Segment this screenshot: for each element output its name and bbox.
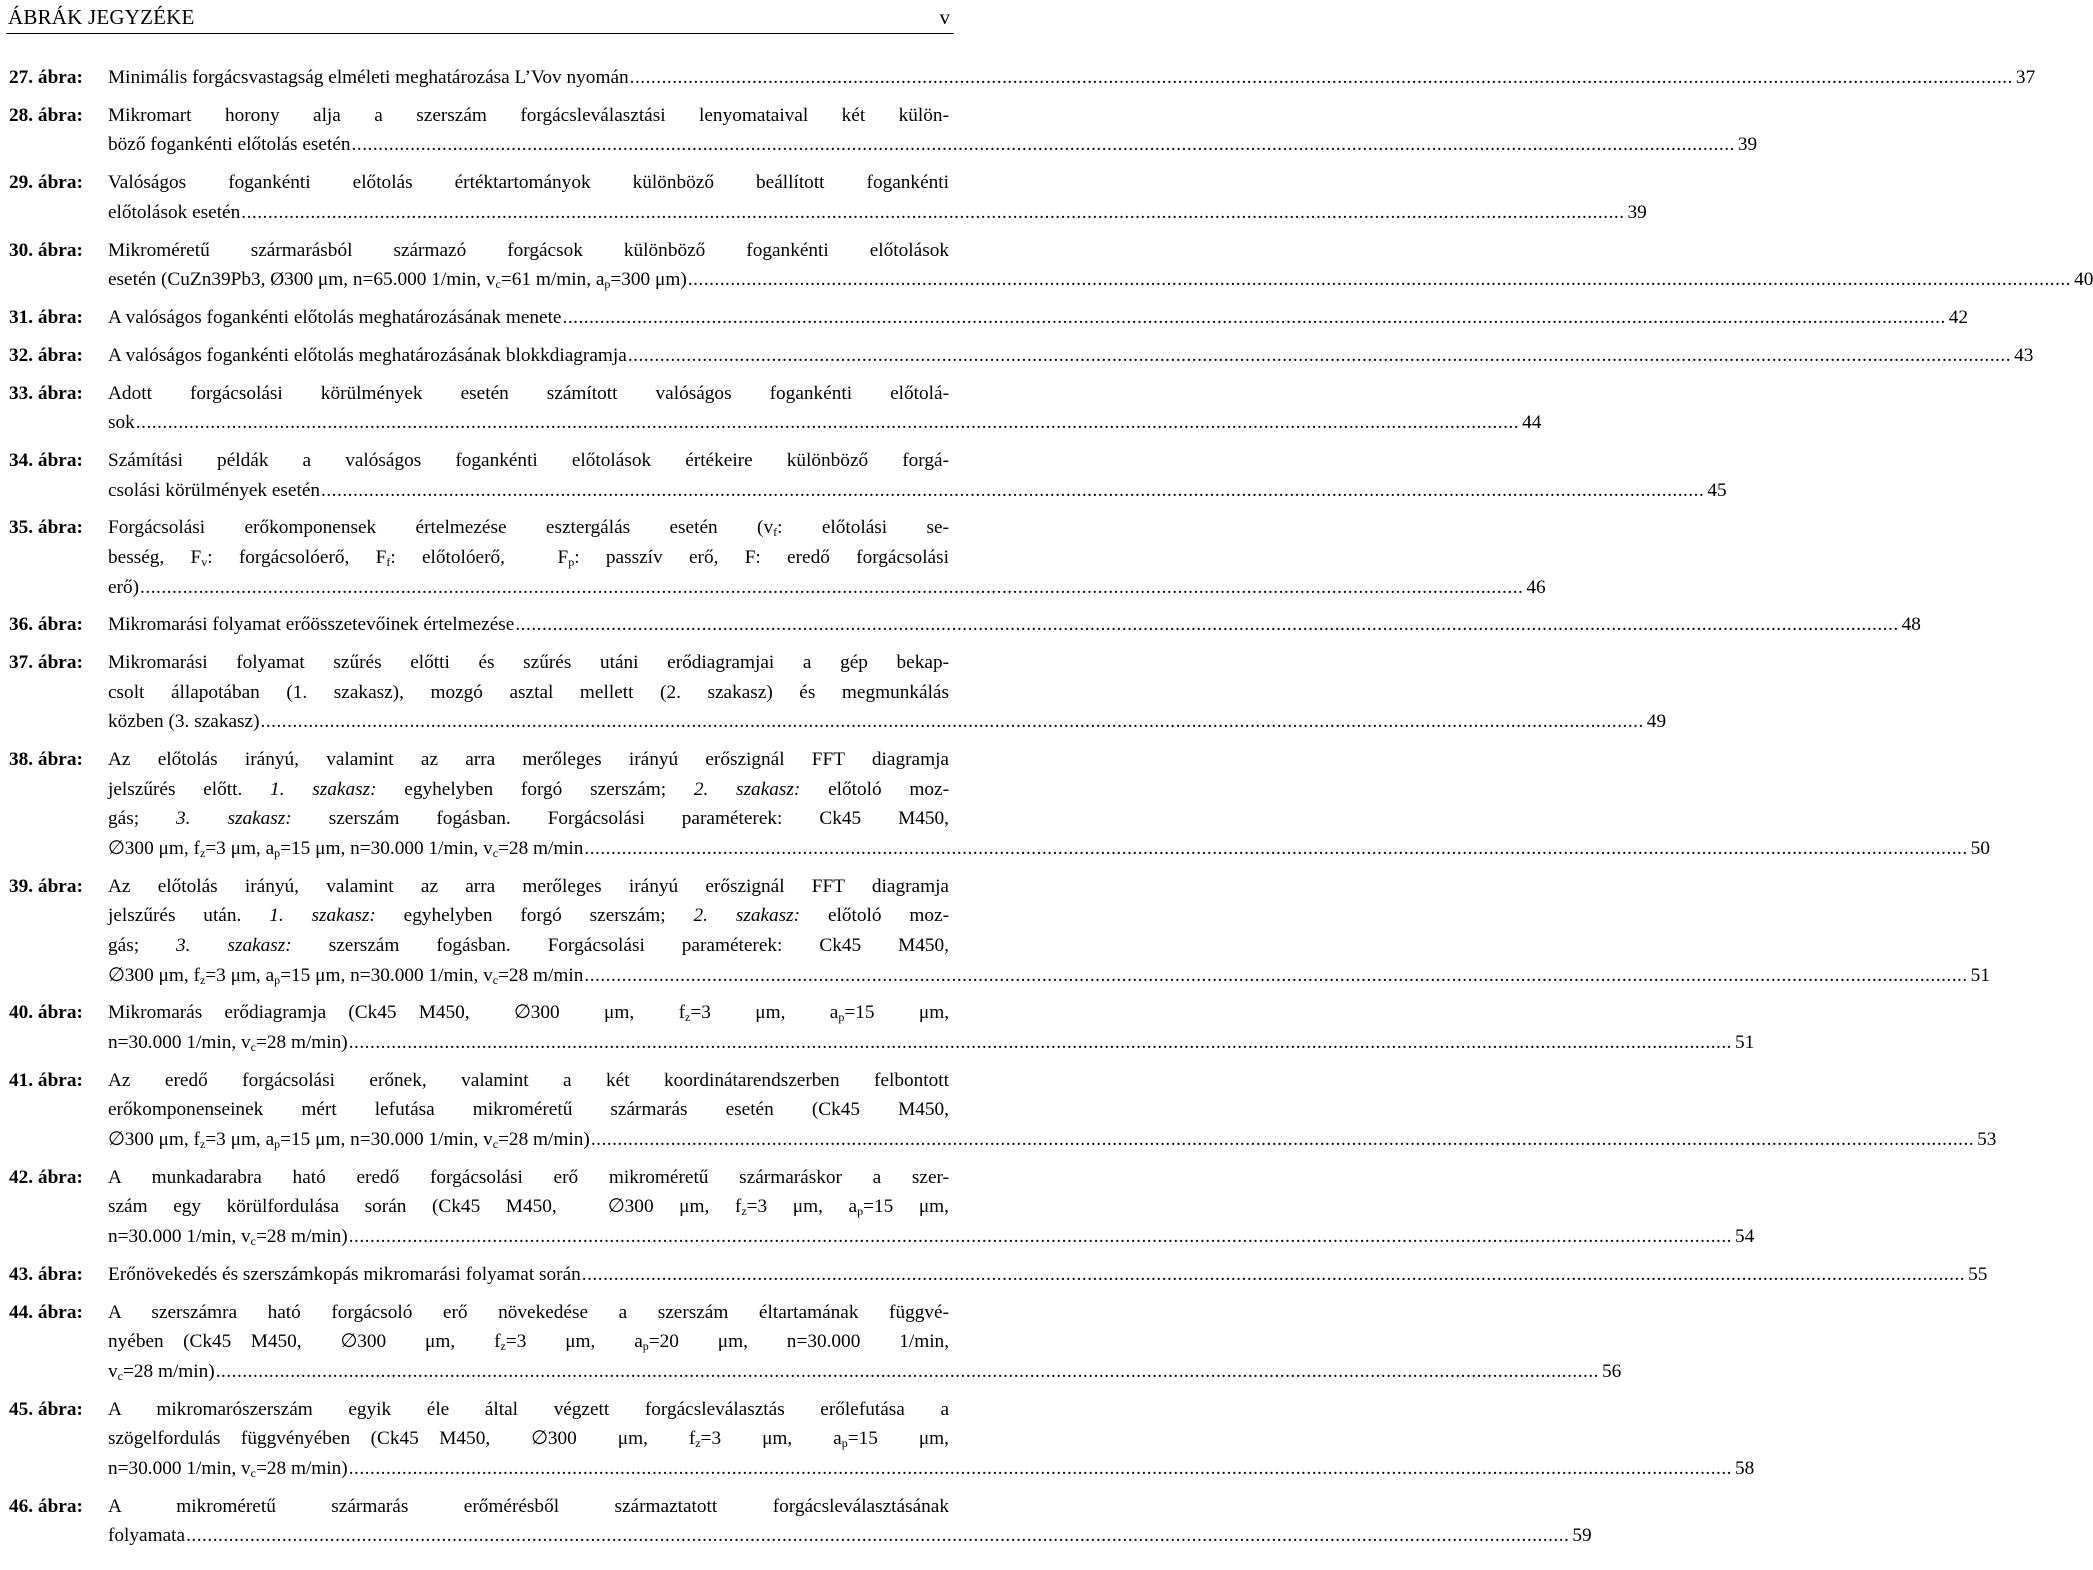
figure-caption-text — [108, 961, 1990, 991]
page-ref-link[interactable]: 45 — [1707, 479, 1727, 501]
toc-entry-line — [9, 1424, 949, 1454]
dot-leader: .................................................................................................................................................................................................................................................................... — [241, 201, 1625, 223]
page-ref-link[interactable]: 59 — [1572, 1525, 1592, 1547]
figure-label: 44. ábra: — [9, 1301, 83, 1323]
figure-caption-text: Valóságos fogankénti előtolás értéktartományok különböző beállított fogankénti — [108, 172, 949, 194]
toc-entry-line — [9, 931, 949, 961]
page-ref-link[interactable]: 49 — [1646, 711, 1667, 733]
dot-leader: .................................................................................................................................................................................................................................................................... — [348, 1225, 1732, 1247]
figure-label: 32. ábra: — [9, 344, 83, 366]
toc-entry-line — [9, 1357, 1622, 1387]
figure-label: 42. ábra: — [9, 1166, 83, 1188]
figure-label: 27. ábra: — [9, 67, 83, 88]
figure-caption-text: jelszűrés előtt. 1. szakasz: egyhelyben forgó szerszám; 2. szakasz: előtoló moz- — [108, 778, 949, 800]
caption-fragment: közben (3. szakasz) — [108, 711, 260, 733]
caption-fragment: $v_c=28$ m/min) — [108, 1360, 215, 1383]
caption-fragment: ∅300 μm, $f_z=3$ μm, $a_p=15$ μm, n=30.000 1/min, $v_c=28$ m/min — [108, 964, 584, 987]
toc-entry-line — [9, 341, 2034, 371]
page-ref-link[interactable]: 50 — [1970, 837, 1990, 859]
toc-entry-line — [9, 1521, 1592, 1551]
dot-leader: .................................................................................................................................................................................................................................................................... — [629, 67, 2013, 88]
toc-entry-line — [9, 1028, 1755, 1058]
figure-caption-text: Mikromarási folyamat szűrés előtti és szűrés utáni erődiagramjai a gép bekap- — [108, 652, 949, 674]
caption-fragment: n=30.000 1/min, $v_c=28$ m/min) — [108, 1457, 348, 1480]
page-ref-link[interactable]: 51 — [1735, 1031, 1755, 1053]
figure-label: 30. ábra: — [9, 239, 83, 261]
figure-label: 34. ábra: — [9, 450, 83, 471]
figure-caption-text — [108, 1521, 1592, 1551]
toc-entry-line — [9, 1192, 949, 1222]
toc-entry-line — [9, 513, 949, 543]
page-ref-link[interactable]: 40 — [2074, 269, 2093, 291]
figure-label: 31. ábra: — [9, 307, 83, 328]
toc-entry-line — [9, 745, 949, 775]
toc-entry-line — [9, 1298, 949, 1328]
toc-entry-line — [9, 543, 949, 573]
figure-caption-text: Az előtolás irányú, valamint az arra merőleges irányú erőszignál FFT diagramja — [108, 749, 949, 771]
figure-caption-text — [108, 1454, 1755, 1484]
figure-caption-text — [108, 198, 1647, 228]
figure-caption-text — [108, 834, 1990, 864]
toc-entry-line — [9, 1222, 1755, 1252]
dot-leader: .................................................................................................................................................................................................................................................................... — [348, 1031, 1732, 1053]
figure-caption-text: A mikroméretű szármarás erőmérésből származtatott forgácsleválasztásának — [108, 1495, 949, 1517]
figure-caption-text: Számítási példák a valóságos fogankénti előtolások értékeire különböző forgá- — [108, 450, 949, 471]
figure-caption-text: gás; 3. szakasz: szerszám fogásban. Forgácsolási paraméterek: Ck45 M450, — [108, 934, 949, 956]
dot-leader: .................................................................................................................................................................................................................................................................... — [584, 964, 1968, 986]
caption-fragment: csolási körülmények esetén — [108, 479, 321, 501]
page-number: v — [939, 5, 950, 29]
figure-caption-text: A szerszámra ható forgácsoló erő növekedése a szerszám éltartamának függvé- — [108, 1301, 949, 1323]
page-title: ÁBRÁK JEGYZÉKE — [8, 5, 195, 29]
dot-leader: .................................................................................................................................................................................................................................................................... — [515, 614, 1899, 636]
figure-caption-text — [108, 1222, 1755, 1252]
dot-leader: .................................................................................................................................................................................................................................................................... — [581, 1263, 1966, 1285]
figure-label: 36. ábra: — [9, 614, 83, 636]
dot-leader: .................................................................................................................................................................................................................................................................... — [351, 134, 1735, 156]
figure-label: 41. ábra: — [9, 1069, 83, 1091]
figure-label: 29. ábra: — [9, 172, 83, 194]
figure-caption-text: A munkadarabra ható eredő forgácsolási erő mikroméretű szármaráskor a szer- — [108, 1166, 949, 1188]
figure-caption-text — [108, 573, 1546, 603]
toc-entry-line — [9, 804, 949, 834]
figure-caption-text: Adott forgácsolási körülmények esetén számított valóságos fogankénti előtolá- — [108, 382, 949, 404]
page-ref-link[interactable]: 42 — [1948, 307, 1969, 328]
toc-entry-line — [9, 101, 949, 131]
toc-entry-line — [9, 1095, 949, 1125]
toc-entry-line — [9, 901, 949, 931]
caption-fragment: A valóságos fogankénti előtolás meghatározásának blokkdiagramja — [108, 344, 627, 366]
caption-fragment: n=30.000 1/min, $v_c=28$ m/min) — [108, 1031, 348, 1054]
figure-caption-text — [108, 265, 2093, 295]
figure-caption-text: Mikromart horony alja a szerszám forgácsleválasztási lenyomataival két külön- — [108, 104, 949, 126]
figure-caption-text: gás; 3. szakasz: szerszám fogásban. Forgácsolási paraméterek: Ck45 M450, — [108, 808, 949, 830]
dot-leader: .................................................................................................................................................................................................................................................................... — [186, 1525, 1570, 1547]
toc-entry-line — [9, 265, 2093, 295]
dot-leader: .................................................................................................................................................................................................................................................................... — [562, 307, 1946, 328]
toc-entry-line — [9, 1327, 949, 1357]
figure-caption-text — [108, 303, 1969, 333]
figure-caption-text — [108, 707, 1667, 737]
dot-leader: .................................................................................................................................................................................................................................................................... — [687, 269, 2072, 291]
figure-caption-text — [108, 1260, 1988, 1290]
dot-leader: .................................................................................................................................................................................................................................................................... — [135, 412, 1520, 434]
figure-label: 33. ábra: — [9, 382, 83, 404]
caption-fragment: Minimális forgácsvastagság elméleti meghatározása L’Vov nyomán — [108, 67, 629, 88]
toc-entry-line — [9, 130, 1758, 160]
caption-fragment: erő) — [108, 576, 140, 598]
toc-entry-line — [9, 1395, 949, 1425]
dot-leader: .................................................................................................................................................................................................................................................................... — [260, 711, 1644, 733]
dot-leader: .................................................................................................................................................................................................................................................................... — [584, 837, 1968, 859]
page-ref-link[interactable]: 44 — [1522, 412, 1542, 434]
figure-caption-text: Az eredő forgácsolási erőnek, valamint a két koordinátarendszerben felbontott — [108, 1069, 949, 1091]
toc-entry-line — [9, 408, 1542, 438]
page-ref-link[interactable]: 55 — [1968, 1263, 1988, 1285]
toc-entry-line — [9, 678, 949, 708]
dot-leader: .................................................................................................................................................................................................................................................................... — [348, 1457, 1732, 1479]
toc-entry-line — [9, 872, 949, 902]
page-ref-link[interactable]: 39 — [1627, 201, 1647, 223]
figure-caption-text — [108, 476, 1727, 506]
figure-caption-text: A mikromarószerszám egyik éle által végzett forgácsleválasztás erőlefutása a — [108, 1398, 949, 1420]
figure-caption-text: Forgácsolási erőkomponensek értelmezése esztergálás esetén ($v_f$: előtolási se- — [108, 517, 949, 540]
page-ref-link[interactable]: 37 — [2015, 67, 2036, 88]
toc-entry-line — [9, 775, 949, 805]
toc-entry-line — [9, 236, 949, 266]
page-ref-link[interactable]: 58 — [1735, 1457, 1755, 1479]
page-ref-link[interactable]: 48 — [1901, 614, 1921, 636]
toc-entry-line — [9, 303, 1969, 333]
dot-leader: .................................................................................................................................................................................................................................................................... — [215, 1360, 1599, 1382]
caption-fragment: esetén (CuZn39Pb3, Ø300 μm, n=65.000 1/min, $v_c=61$ m/min, $a_p=300$ μm) — [108, 269, 687, 292]
caption-fragment: ∅300 μm, $f_z=3$ μm, $a_p=15$ μm, n=30.000 1/min, $v_c=28$ m/min — [108, 837, 584, 860]
toc-entry-line — [9, 610, 1921, 640]
toc-entry-line — [9, 168, 949, 198]
caption-fragment: ∅300 μm, $f_z=3$ μm, $a_p=15$ μm, n=30.000 1/min, $v_c=28$ m/min) — [108, 1128, 590, 1151]
figure-caption-text — [108, 610, 1921, 640]
dot-leader: .................................................................................................................................................................................................................................................................... — [140, 576, 1524, 598]
figure-label: 46. ábra: — [9, 1495, 83, 1517]
figure-label: 38. ábra: — [9, 749, 83, 771]
toc-entry-line — [9, 1125, 1997, 1155]
toc-entry-line — [9, 707, 1667, 737]
toc-entry-line — [9, 198, 1647, 228]
page-ref-link[interactable]: 53 — [1977, 1128, 1997, 1150]
figure-caption-text — [108, 1028, 1755, 1058]
figure-caption-text: csolt állapotában (1. szakasz), mozgó asztal mellett (2. szakasz) és megmunkálás — [108, 681, 949, 703]
toc-entry-line — [9, 1163, 949, 1193]
page-ref-link[interactable]: 39 — [1737, 134, 1758, 156]
toc-entry-line — [9, 961, 1990, 991]
page-ref-link[interactable]: 46 — [1526, 576, 1546, 598]
figure-caption-text: jelszűrés után. 1. szakasz: egyhelyben forgó szerszám; 2. szakasz: előtoló moz- — [108, 905, 949, 927]
page-ref-link[interactable]: 51 — [1970, 964, 1990, 986]
page-ref-link[interactable]: 56 — [1602, 1360, 1622, 1382]
figure-caption-text: Az előtolás irányú, valamint az arra merőleges irányú erőszignál FFT diagramja — [108, 875, 949, 897]
figure-caption-text — [108, 1125, 1997, 1155]
figure-label: 37. ábra: — [9, 652, 83, 674]
figure-caption-text — [108, 1357, 1622, 1387]
figure-caption-text: szám egy körülfordulása során (Ck45 M450, ∅300 μm, $f_z=3$ μm, $a_p=15$ μm, — [108, 1196, 949, 1219]
figure-label: 28. ábra: — [9, 104, 83, 126]
figure-label: 40. ábra: — [9, 1002, 83, 1024]
toc-entry-line — [9, 1454, 1755, 1484]
caption-fragment: Erőnövekedés és szerszámkopás mikromarási folyamat során — [108, 1263, 581, 1285]
toc-entry-line — [9, 476, 1727, 506]
figure-caption-text — [108, 408, 1542, 438]
caption-fragment: folyamata — [108, 1525, 186, 1547]
figure-caption-text — [108, 341, 2034, 371]
figure-caption-text: erőkomponenseinek mért lefutása mikroméretű szármarás esetén (Ck45 M450, — [108, 1099, 949, 1121]
figure-caption-text — [108, 130, 1758, 160]
toc-entry-line — [9, 1066, 949, 1096]
caption-fragment: A valóságos fogankénti előtolás meghatározásának menete — [108, 307, 562, 328]
toc-entry-line — [9, 998, 949, 1028]
toc-entry-line — [9, 834, 1990, 864]
figure-label: 45. ábra: — [9, 1398, 83, 1420]
figure-caption-text: Mikroméretű szármarásból származó forgácsok különböző fogankénti előtolások — [108, 239, 949, 261]
figure-label: 43. ábra: — [9, 1263, 83, 1285]
figure-caption-text: szögelfordulás függvényében (Ck45 M450, ∅300 μm, $f_z=3$ μm, $a_p=15$ μm, — [108, 1428, 950, 1451]
dot-leader: .................................................................................................................................................................................................................................................................... — [590, 1128, 1975, 1150]
page-header — [6, 0, 954, 34]
figure-caption-text: nyében (Ck45 M450, ∅300 μm, $f_z=3$ μm, $a_p=20$ μm, n=30.000 1/min, — [108, 1331, 950, 1354]
toc-entry-line — [9, 63, 2036, 93]
dot-leader: .................................................................................................................................................................................................................................................................... — [627, 344, 2012, 366]
caption-fragment: Mikromarási folyamat erőösszetevőinek értelmezése — [108, 614, 515, 636]
page-ref-link[interactable]: 43 — [2014, 344, 2034, 366]
toc-entry-line — [9, 1492, 949, 1522]
toc-entry-line — [9, 1260, 1988, 1290]
dot-leader: .................................................................................................................................................................................................................................................................... — [321, 479, 1705, 501]
toc-entry-line — [9, 446, 949, 476]
caption-fragment: előtolások esetén — [108, 201, 241, 223]
figure-caption-text — [108, 63, 2036, 93]
figure-label: 35. ábra: — [9, 517, 83, 539]
figure-label: 39. ábra: — [9, 875, 83, 897]
toc-entry-line — [9, 573, 1546, 603]
caption-fragment: n=30.000 1/min, $v_c=28$ m/min) — [108, 1225, 348, 1248]
toc-entry-line — [9, 379, 949, 409]
figure-caption-text: besség, $F_v$: forgácsolóerő, $F_f$: előtolóerő, $F_p$: passzív erő, F: eredő forgácsolási — [108, 546, 949, 569]
caption-fragment: böző fogankénti előtolás esetén — [108, 134, 351, 156]
figure-caption-text: Mikromarás erődiagramja (Ck45 M450, ∅300 μm, $f_z=3$ μm, $a_p=15$ μm, — [108, 1002, 950, 1025]
caption-fragment: sok — [108, 412, 135, 434]
toc-entry-line — [9, 648, 949, 678]
page-ref-link[interactable]: 54 — [1735, 1225, 1755, 1247]
